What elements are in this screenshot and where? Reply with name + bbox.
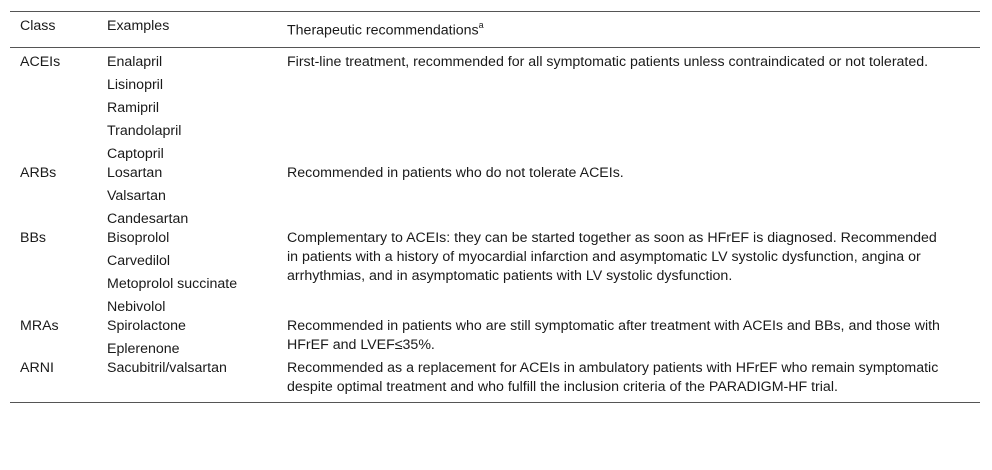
header-examples: Examples — [107, 18, 170, 34]
drug-name: Enalapril — [107, 53, 163, 70]
table-header — [10, 12, 980, 48]
drug-name: Captopril — [107, 145, 164, 162]
recommendation-cell: Recommended in patients who are still symptomatic after treatment with ACEIs and BBs, and those with HFrEF and LVEF≤35%. — [287, 317, 940, 353]
drug-name: Candesartan — [107, 210, 189, 227]
class-cell: ARNI — [20, 359, 54, 376]
footnote-marker: a — [478, 20, 484, 30]
recommendation-cell: Recommended in patients who do not tolerate ACEIs. — [287, 164, 624, 181]
recommendation-cell: Complementary to ACEIs: they can be started together as soon as HFrEF is diagnosed. Recommended in patients with a history of myocardial infarction and asymptomatic LV systolic dysfunction, angina or arrhythmias, and in asymptomatic patients with LV systolic dysfunction. — [287, 229, 937, 284]
drug-name: Losartan — [107, 164, 163, 181]
drug-name: Sacubitril/valsartan — [107, 359, 227, 376]
drug-name: Lisinopril — [107, 76, 163, 93]
examples-cell — [97, 229, 277, 317]
drug-name: Trandolapril — [107, 122, 182, 139]
header-recommendations-label: Therapeutic recommendations — [287, 22, 479, 39]
class-cell: MRAs — [20, 317, 59, 334]
header-class: Class — [20, 18, 56, 34]
examples-cell — [97, 164, 277, 229]
drug-name: Nebivolol — [107, 298, 166, 315]
examples-cell — [97, 317, 277, 359]
drug-name: Spirolactone — [107, 317, 186, 334]
drug-name: Carvedilol — [107, 252, 171, 269]
examples-cell — [97, 359, 277, 403]
drug-name: Eplerenone — [107, 340, 180, 357]
drug-name: Ramipril — [107, 99, 160, 116]
recommendation-cell: First-line treatment, recommended for all symptomatic patients unless contraindicated or not tolerated. — [287, 53, 929, 70]
table-row — [10, 229, 980, 317]
table-row — [10, 359, 980, 403]
examples-cell — [97, 47, 277, 164]
class-cell: ACEIs — [20, 53, 61, 70]
drug-name: Bisoprolol — [107, 229, 170, 246]
header-recommendations — [277, 12, 980, 48]
table-row — [10, 317, 980, 359]
drug-name: Valsartan — [107, 187, 166, 204]
recommendation-cell: Recommended as a replacement for ACEIs in ambulatory patients with HFrEF who remain symptomatic despite optimal treatment and who fulfill the inclusion criteria of the PARADIGM-HF trial. — [287, 359, 939, 395]
table-row — [10, 47, 980, 164]
drug-name: Metoprolol succinate — [107, 275, 238, 292]
class-cell: ARBs — [20, 164, 57, 181]
class-cell: BBs — [20, 229, 47, 246]
table-row — [10, 164, 980, 229]
header-row — [10, 12, 980, 48]
therapy-table — [10, 11, 980, 403]
table-body — [10, 47, 980, 402]
